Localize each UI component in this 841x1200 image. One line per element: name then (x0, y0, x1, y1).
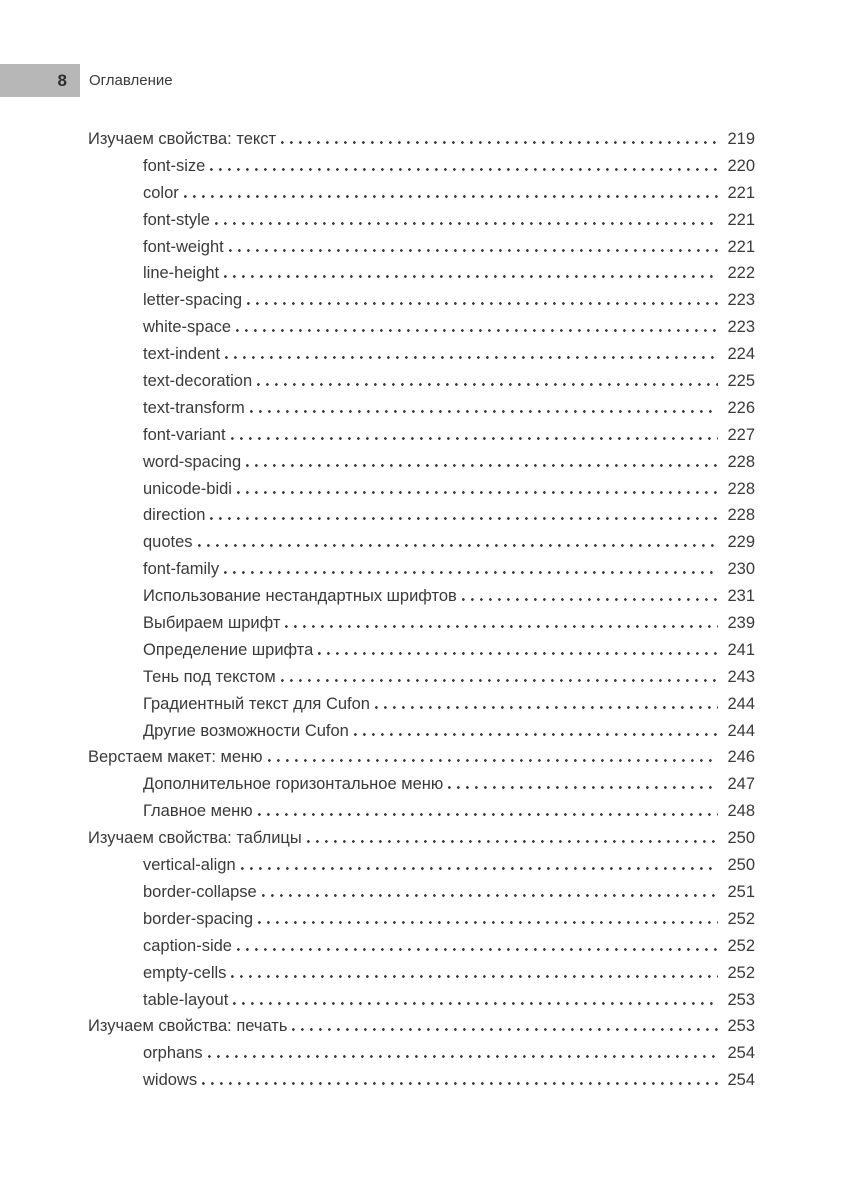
toc-entry-page: 248 (727, 802, 755, 821)
toc-entry (88, 449, 755, 476)
toc-entry-page: 244 (727, 694, 755, 713)
toc-entry-title: text-indent (143, 345, 221, 364)
toc-entry-page: 221 (727, 183, 755, 202)
toc-entry-page: 250 (727, 856, 755, 875)
dot-leader (448, 786, 718, 789)
toc-entry (88, 502, 755, 529)
toc-entry-title: Выбираем шрифт (143, 614, 281, 633)
dot-leader (233, 1002, 718, 1005)
toc-entry (88, 664, 755, 691)
toc-entry (88, 771, 755, 798)
toc-entry-page: 222 (727, 264, 755, 283)
dot-leader (246, 464, 718, 467)
toc-entry-title: Использование нестандартных шрифтов (143, 587, 457, 606)
dot-leader (208, 1055, 718, 1058)
toc-entry-title: font-variant (143, 425, 226, 444)
toc-entry-page: 251 (727, 882, 755, 901)
dot-leader (241, 867, 718, 870)
toc-entry (88, 476, 755, 503)
dot-leader (268, 759, 718, 762)
toc-entry-title: font-family (143, 560, 220, 579)
toc-entry (88, 825, 755, 852)
toc-entry (88, 395, 755, 422)
toc-entry-page: 241 (727, 640, 755, 659)
toc-entry-title: text-transform (143, 398, 245, 417)
dot-leader (318, 652, 718, 655)
toc-entry-title: font-style (143, 210, 210, 229)
toc-entry-page: 230 (727, 560, 755, 579)
dot-leader (354, 733, 718, 736)
toc-entry-title: Дополнительное горизонтальное меню (143, 775, 444, 794)
toc-entry-title: empty-cells (143, 963, 227, 982)
toc-entry-page: 229 (727, 533, 755, 552)
toc-entry-title: widows (143, 1071, 198, 1090)
page-number: 8 (57, 70, 67, 90)
dot-leader (258, 921, 718, 924)
toc-entry-title: border-collapse (143, 882, 257, 901)
toc-entry-title: word-spacing (143, 452, 242, 471)
toc-entry (88, 153, 755, 180)
toc-entry (88, 260, 755, 287)
dot-leader (250, 410, 718, 413)
toc-list (88, 126, 755, 1094)
toc-entry-title: vertical-align (143, 856, 236, 875)
toc-entry-page: 252 (727, 936, 755, 955)
toc-entry (88, 207, 755, 234)
toc-entry-title: quotes (143, 533, 193, 552)
toc-entry (88, 691, 755, 718)
dot-leader (231, 437, 718, 440)
toc-entry (88, 126, 755, 153)
toc-entry-page: 246 (727, 748, 755, 767)
dot-leader (210, 168, 718, 171)
toc-entry-page: 228 (727, 479, 755, 498)
toc-entry-title: Другие возможности Cufon (143, 721, 349, 740)
toc-entry-title: white-space (143, 318, 232, 337)
toc-entry (88, 637, 755, 664)
dot-leader (307, 840, 718, 843)
toc-entry-page: 221 (727, 210, 755, 229)
dot-leader (231, 975, 718, 978)
toc-entry-title: font-size (143, 156, 206, 175)
toc-entry-page: 239 (727, 614, 755, 633)
toc-entry-page: 253 (727, 1017, 755, 1036)
toc-entry-title: orphans (143, 1044, 203, 1063)
dot-leader (258, 813, 718, 816)
toc-entry-page: 243 (727, 667, 755, 686)
toc-entry (88, 906, 755, 933)
toc-entry-page: 231 (727, 587, 755, 606)
dot-leader (215, 222, 718, 225)
toc-entry (88, 1013, 755, 1040)
toc-entry (88, 879, 755, 906)
dot-leader (198, 544, 718, 547)
dot-leader (224, 571, 718, 574)
toc-entry-page: 254 (727, 1071, 755, 1090)
toc-entry-page: 252 (727, 909, 755, 928)
toc-entry-title: Изучаем свойства: печать (88, 1017, 288, 1036)
toc-entry (88, 744, 755, 771)
toc-entry-title: Главное меню (143, 802, 253, 821)
toc-entry-page: 221 (727, 237, 755, 256)
toc-entry-page: 253 (727, 990, 755, 1009)
toc-entry-page: 224 (727, 345, 755, 364)
toc-entry-title: Верстаем макет: меню (88, 748, 263, 767)
toc-entry-title: Изучаем свойства: таблицы (88, 829, 302, 848)
toc-entry (88, 583, 755, 610)
dot-leader (281, 679, 718, 682)
toc-entry (88, 529, 755, 556)
dot-leader (202, 1082, 718, 1085)
toc-entry (88, 422, 755, 449)
toc-entry-page: 244 (727, 721, 755, 740)
toc-entry (88, 1040, 755, 1067)
dot-leader (257, 383, 718, 386)
toc-entry (88, 341, 755, 368)
toc-entry-title: font-weight (143, 237, 224, 256)
toc-entry-page: 227 (727, 425, 755, 444)
toc-entry (88, 368, 755, 395)
toc-entry-page: 225 (727, 372, 755, 391)
toc-entry (88, 556, 755, 583)
toc-entry-page: 254 (727, 1044, 755, 1063)
page-number-bar (0, 64, 80, 97)
toc-entry-title: color (143, 183, 179, 202)
dot-leader (247, 302, 718, 305)
toc-entry-page: 226 (727, 398, 755, 417)
toc-entry-title: border-spacing (143, 909, 254, 928)
toc-entry-title: table-layout (143, 990, 229, 1009)
toc-entry-page: 250 (727, 829, 755, 848)
toc-entry-title: text-decoration (143, 372, 253, 391)
toc-entry (88, 987, 755, 1014)
dot-leader (236, 329, 718, 332)
toc-entry-page: 219 (727, 130, 755, 148)
dot-leader (285, 625, 718, 628)
toc-entry (88, 287, 755, 314)
toc-entry-page: 228 (727, 506, 755, 525)
toc-entry-page: 252 (727, 963, 755, 982)
dot-leader (210, 517, 718, 520)
toc-entry (88, 852, 755, 879)
toc-entry (88, 314, 755, 341)
toc-entry-page: 223 (727, 318, 755, 337)
toc-entry (88, 798, 755, 825)
running-header-title: Оглавление (89, 72, 173, 89)
toc-entry-page: 228 (727, 452, 755, 471)
toc-entry-title: Определение шрифта (143, 640, 314, 659)
toc-entry-page: 223 (727, 291, 755, 310)
dot-leader (281, 141, 718, 144)
toc-entry (88, 960, 755, 987)
dot-leader (225, 356, 718, 359)
dot-leader (292, 1028, 718, 1031)
dot-leader (184, 195, 718, 198)
toc-entry-title: unicode-bidi (143, 479, 232, 498)
dot-leader (229, 249, 718, 252)
toc-entry (88, 180, 755, 207)
dot-leader (375, 706, 718, 709)
toc-entry (88, 1067, 755, 1094)
toc-entry-title: direction (143, 506, 206, 525)
toc-entry-title: Градиентный текст для Cufon (143, 694, 370, 713)
toc-entry-title: Изучаем свойства: текст (88, 130, 277, 148)
toc-entry-page: 247 (727, 775, 755, 794)
dot-leader (237, 491, 718, 494)
toc-entry-title: letter-spacing (143, 291, 243, 310)
dot-leader (237, 948, 718, 951)
dot-leader (224, 275, 718, 278)
toc-entry-title: caption-side (143, 936, 232, 955)
toc-entry (88, 610, 755, 637)
dot-leader (262, 894, 718, 897)
toc-entry (88, 234, 755, 261)
toc-entry-page: 220 (727, 156, 755, 175)
dot-leader (462, 598, 718, 601)
toc-entry (88, 718, 755, 745)
toc-entry-title: Тень под текстом (143, 667, 276, 686)
toc-entry-title: line-height (143, 264, 220, 283)
toc-entry (88, 933, 755, 960)
